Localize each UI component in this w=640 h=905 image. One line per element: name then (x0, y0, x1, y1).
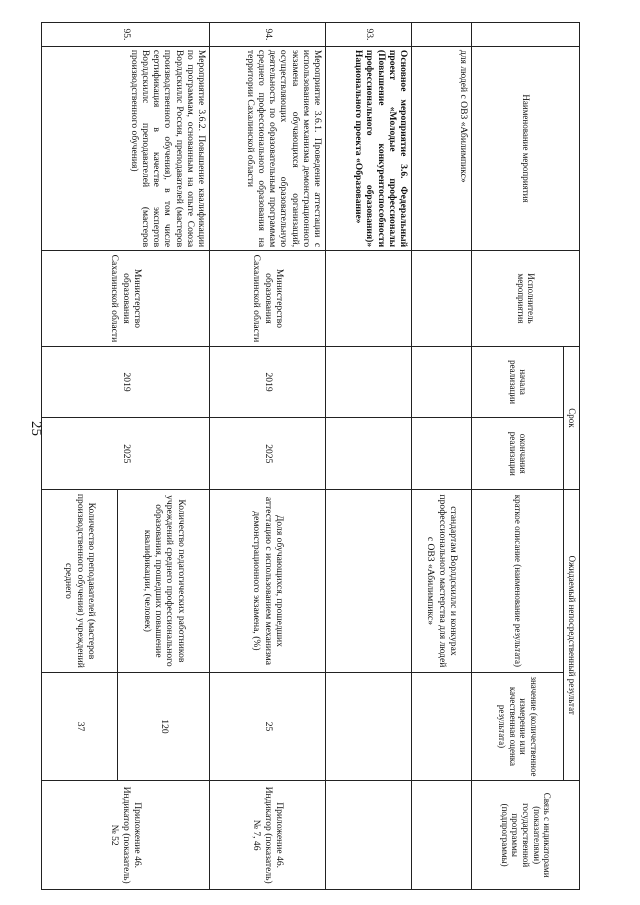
header-end: окончания реализации (472, 418, 564, 490)
header-term: Срок (564, 346, 580, 489)
row-result-desc-2: Количество преподавателей (мастеров производственного обучения) учреждений среднего (42, 490, 118, 673)
row-name: для людей с ОВЗ «Абилимпикс» (412, 46, 472, 250)
table-row (210, 23, 326, 890)
row-link: Приложение 46. Индикатор (показатель) № 7, 46 (210, 781, 326, 890)
row-result-desc: Количество педагогических работников учреждений среднего профессионального образования, прошедших повышение квалификации, (человек) (118, 490, 210, 673)
row-start: 2019 (210, 346, 326, 418)
row-result-desc (326, 490, 412, 673)
row-name: Мероприятие 3.6.2. Повышение квалификации по программам, основанным на опыте Союза Ворлдскиллс Россия, преподавателей (мастеров производственного обучения), в том числе сертификация в качестве экспертов Ворлдскиллс преподавателей (мастеров производственного обучения) (42, 46, 210, 250)
row-name: Мероприятие 3.6.1. Проведение аттестации с использованием механизма демонстрационного экзамена обучающихся организаций, осуществляющих образовательную деятельность по образовательным программам среднего профессионального образования на территории Сахалинской области (210, 46, 326, 250)
row-result-value: 120 (118, 672, 210, 781)
page-number: 25 (28, 421, 44, 436)
measures-table (41, 22, 580, 890)
row-result-value (326, 672, 412, 781)
row-result-value-2: 37 (42, 672, 118, 781)
header-name: Наименование мероприятия (472, 46, 580, 250)
header-result-desc: краткое описание (наименование результата) (472, 490, 564, 673)
row-result-value: 25 (210, 672, 326, 781)
row-executor (326, 251, 412, 347)
row-num: 94. (210, 23, 326, 47)
row-name: Основное мероприятие 3.6. Федеральный проект «Молодые профессионалы (Повышение конкурентоспособности профессионального образования)» Национального проекта «Образование» (326, 46, 412, 250)
row-start (412, 346, 472, 418)
row-end (326, 418, 412, 490)
row-num: 93. (326, 23, 412, 47)
header-result: Ожидаемый непосредственный результат (564, 490, 580, 781)
header-result-value: значение (количественное измерение или качественная оценка результата) (472, 672, 564, 781)
header-num (472, 23, 580, 47)
row-start (326, 346, 412, 418)
row-result-desc: Доля обучающихся, прошедших аттестацию с использованием механизма демонстрационного экзамена, (%) (210, 490, 326, 673)
row-link (412, 781, 472, 890)
header-start: начала реализации (472, 346, 564, 418)
row-end: 2025 (210, 418, 326, 490)
row-result-desc: стандартам Ворлдскиллс и конкурах профессионального мастерства для людей с ОВЗ «Абилимпикс» (412, 490, 472, 673)
row-link (326, 781, 412, 890)
header-link: Связь с индикаторами (показателями) государственной программы (подпрограммы) (472, 781, 580, 890)
table-row (118, 23, 210, 890)
row-start: 2019 (42, 346, 210, 418)
row-executor (412, 251, 472, 347)
row-num (412, 23, 472, 47)
row-result-value (412, 672, 472, 781)
row-executor: Министерство образования Сахалинской области (210, 251, 326, 347)
row-end: 2025 (42, 418, 210, 490)
row-num: 95. (42, 23, 210, 47)
table-row (326, 23, 412, 890)
table-row (412, 23, 472, 890)
row-executor: Министерство образования Сахалинской области (42, 251, 210, 347)
header-executor: Исполнитель мероприятия (472, 251, 580, 347)
row-end (412, 418, 472, 490)
document-sheet (40, 0, 600, 905)
row-link: Приложение 46. Индикатор (показатель) № 52 (42, 781, 210, 890)
